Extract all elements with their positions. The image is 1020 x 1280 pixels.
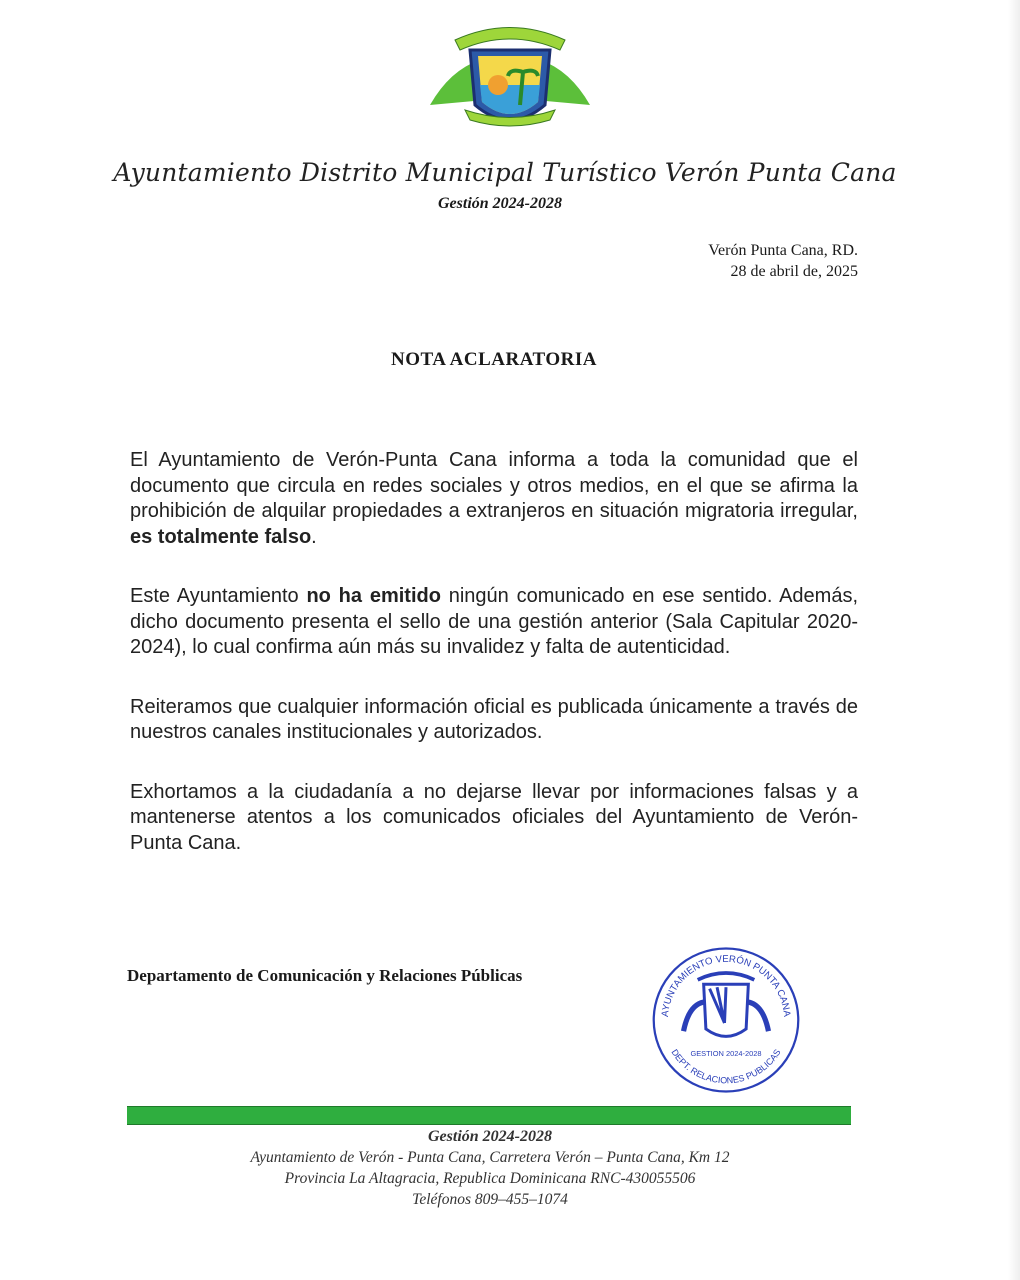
organization-title: Ayuntamiento Distrito Municipal Turístico Verón Punta Cana xyxy=(113,158,897,187)
svg-text:AYUNTAMIENTO VERÓN PUNTA CANA: AYUNTAMIENTO VERÓN PUNTA CANA xyxy=(659,953,793,1018)
footer-province: Provincia La Altagracia, Republica Dominicana RNC-430055506 xyxy=(284,1170,696,1187)
place: Verón Punta Cana, RD. xyxy=(708,242,858,259)
date: 28 de abril de, 2025 xyxy=(730,263,858,280)
footer-phone: Teléfonos 809–455–1074 xyxy=(412,1191,568,1208)
paragraph: Reiteramos que cualquier información oficial es publicada únicamente a través de nuestros canales institucionales y autorizados. xyxy=(130,695,858,743)
text: Este Ayuntamiento xyxy=(130,585,307,607)
footer-gestion: Gestión 2024-2028 xyxy=(428,1128,552,1145)
text: . xyxy=(311,525,317,548)
page-edge xyxy=(1008,0,1020,1280)
text: ningún comunicado en ese sentido. Además, dicho documento presenta el sello de una gestión anterior (Sala Capitular 2020-2024), lo cual confirma aún más su invalidez y falta de autenticidad. xyxy=(130,585,858,658)
document-title: NOTA ACLARATORIA xyxy=(391,349,597,370)
crest-logo xyxy=(410,10,610,135)
place-date xyxy=(708,240,858,282)
body-text xyxy=(130,448,858,890)
bold-text: es totalmente falso xyxy=(130,525,312,548)
paragraph xyxy=(130,584,858,661)
svg-text:DEPT. RELACIONES PUBLICAS: DEPT. RELACIONES PUBLICAS xyxy=(669,1047,783,1086)
bold-text: no ha emitido xyxy=(306,585,441,607)
paragraph: Exhortamos a la ciudadanía a no dejarse llevar por informaciones falsas y a mantenerse atentos a los comunicados oficiales del Ayuntamiento de Verón-Punta Cana. xyxy=(130,780,858,854)
footer-address: Ayuntamiento de Verón - Punta Cana, Carretera Verón – Punta Cana, Km 12 xyxy=(250,1149,730,1166)
paragraph xyxy=(130,448,858,550)
footer-bar xyxy=(127,1106,851,1125)
administration-period: Gestión 2024-2028 xyxy=(438,195,562,212)
text: El Ayuntamiento de Verón-Punta Cana informa a toda la comunidad que el documento que circula en redes sociales y otros medios, en el que se afirma la prohibición de alquilar propiedades a extranjeros en situación migratoria irregular, xyxy=(130,449,858,522)
svg-text:GESTION 2024-2028: GESTION 2024-2028 xyxy=(690,1048,762,1058)
signature-department: Departamento de Comunicación y Relaciones Públicas xyxy=(127,966,523,985)
footer xyxy=(0,1126,980,1210)
official-seal-stamp xyxy=(650,945,802,1095)
